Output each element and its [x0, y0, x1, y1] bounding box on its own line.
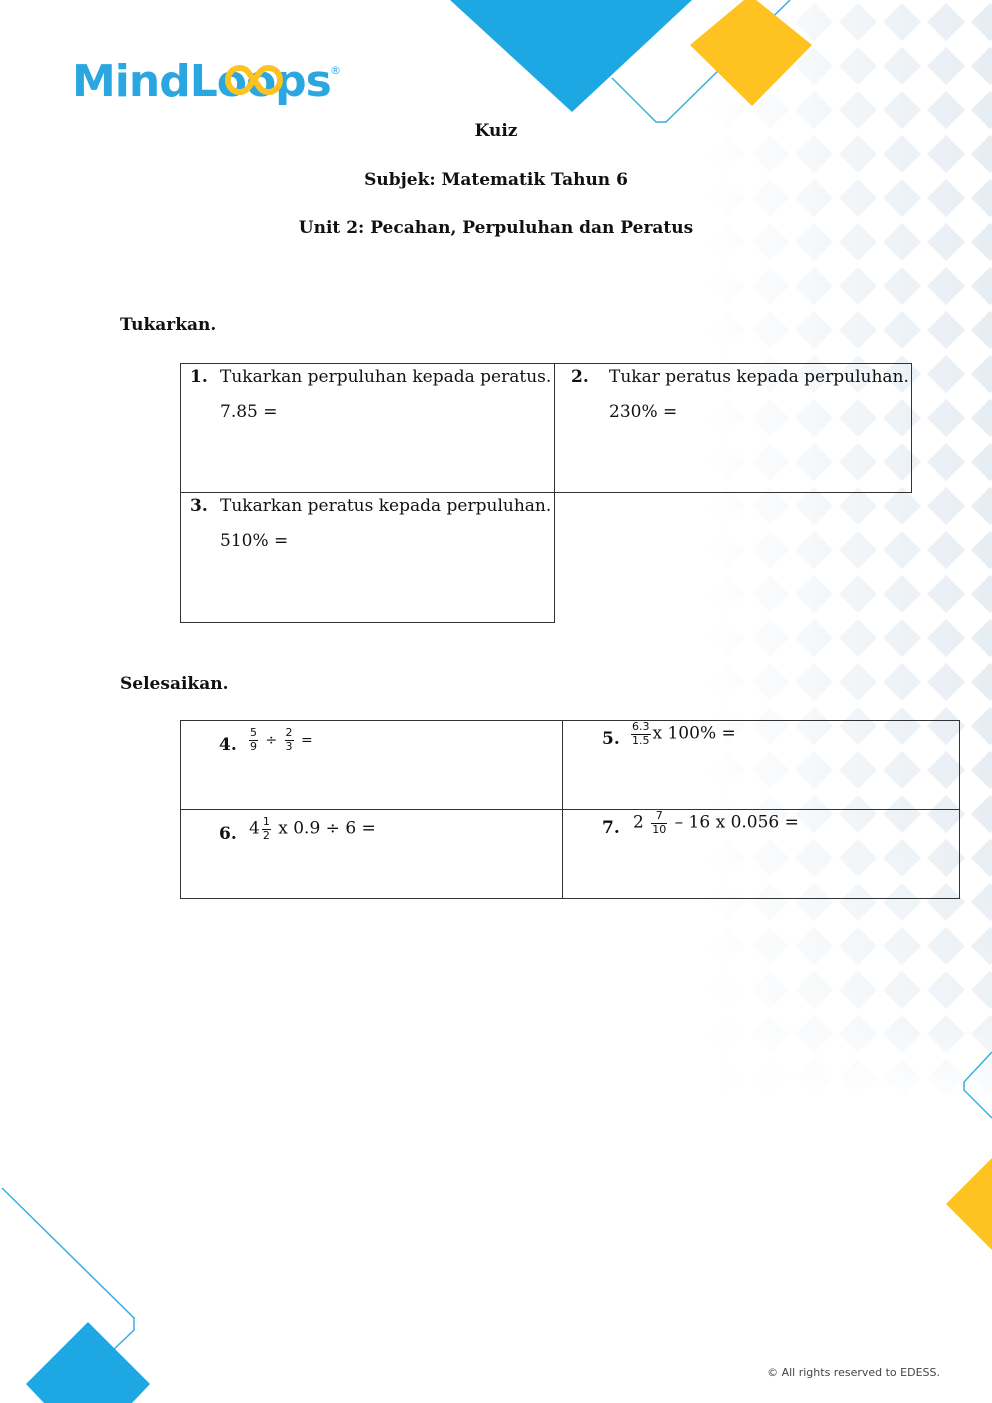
question-expression: $\frac{6.3}{1.5}$ x 100% = [632, 720, 736, 747]
question-expression: 7.85 = [220, 402, 278, 422]
question-cell-2 [555, 364, 912, 493]
registered-mark: ® [330, 64, 341, 77]
empty-cell [555, 493, 912, 623]
question-expression: 510% = [220, 531, 289, 551]
question-expression: $\frac{5}{9}$ ÷ $\frac{2}{3}$ = [250, 726, 313, 753]
fraction: $\frac{2}{3}$ [285, 726, 293, 753]
question-cell-4 [181, 721, 563, 810]
subject-heading: Subjek: Matematik Tahun 6 [364, 170, 628, 190]
question-number: 1. [190, 367, 208, 387]
question-expression: 4 $\frac{1}{2}$ x 0.9 ÷ 6 = [249, 815, 376, 842]
question-number: 6. [219, 824, 237, 844]
question-number: 4. [219, 735, 237, 755]
fraction: $\frac{5}{9}$ [250, 726, 257, 753]
question-cell-5 [563, 721, 960, 810]
question-instruction: Tukar peratus kepada perpuluhan. [609, 367, 909, 387]
question-instruction: Tukarkan perpuluhan kepada peratus. [220, 367, 552, 387]
logo-wordmark: MindLoops [72, 56, 331, 107]
solve-table [180, 720, 960, 899]
question-expression: 2 $\frac{7}{10}$ – 16 x 0.056 = [633, 809, 799, 836]
fraction: $\frac{1}{2}$ [262, 815, 270, 842]
quiz-title: Kuiz [474, 121, 518, 141]
question-instruction: Tukarkan peratus kepada perpuluhan. [220, 496, 552, 516]
question-number: 5. [602, 729, 620, 749]
copyright-footer: © All rights reserved to EDESS. [767, 1366, 940, 1379]
question-number: 3. [190, 496, 208, 516]
question-cell-3 [181, 493, 555, 623]
fraction: $\frac{7}{10}$ [652, 809, 667, 836]
question-number: 2. [571, 367, 589, 387]
section-label-convert: Tukarkan. [120, 315, 217, 335]
brand-logo [72, 54, 344, 112]
question-expression: 230% = [609, 402, 678, 422]
question-cell-1 [181, 364, 555, 493]
unit-heading: Unit 2: Pecahan, Perpuluhan dan Peratus [298, 218, 694, 238]
fraction: $\frac{6.3}{1.5}$ [632, 720, 650, 747]
question-cell-7 [563, 810, 960, 899]
conversion-table [180, 363, 912, 623]
question-cell-6 [181, 810, 563, 899]
section-label-solve: Selesaikan. [120, 674, 229, 694]
question-number: 7. [602, 818, 620, 838]
